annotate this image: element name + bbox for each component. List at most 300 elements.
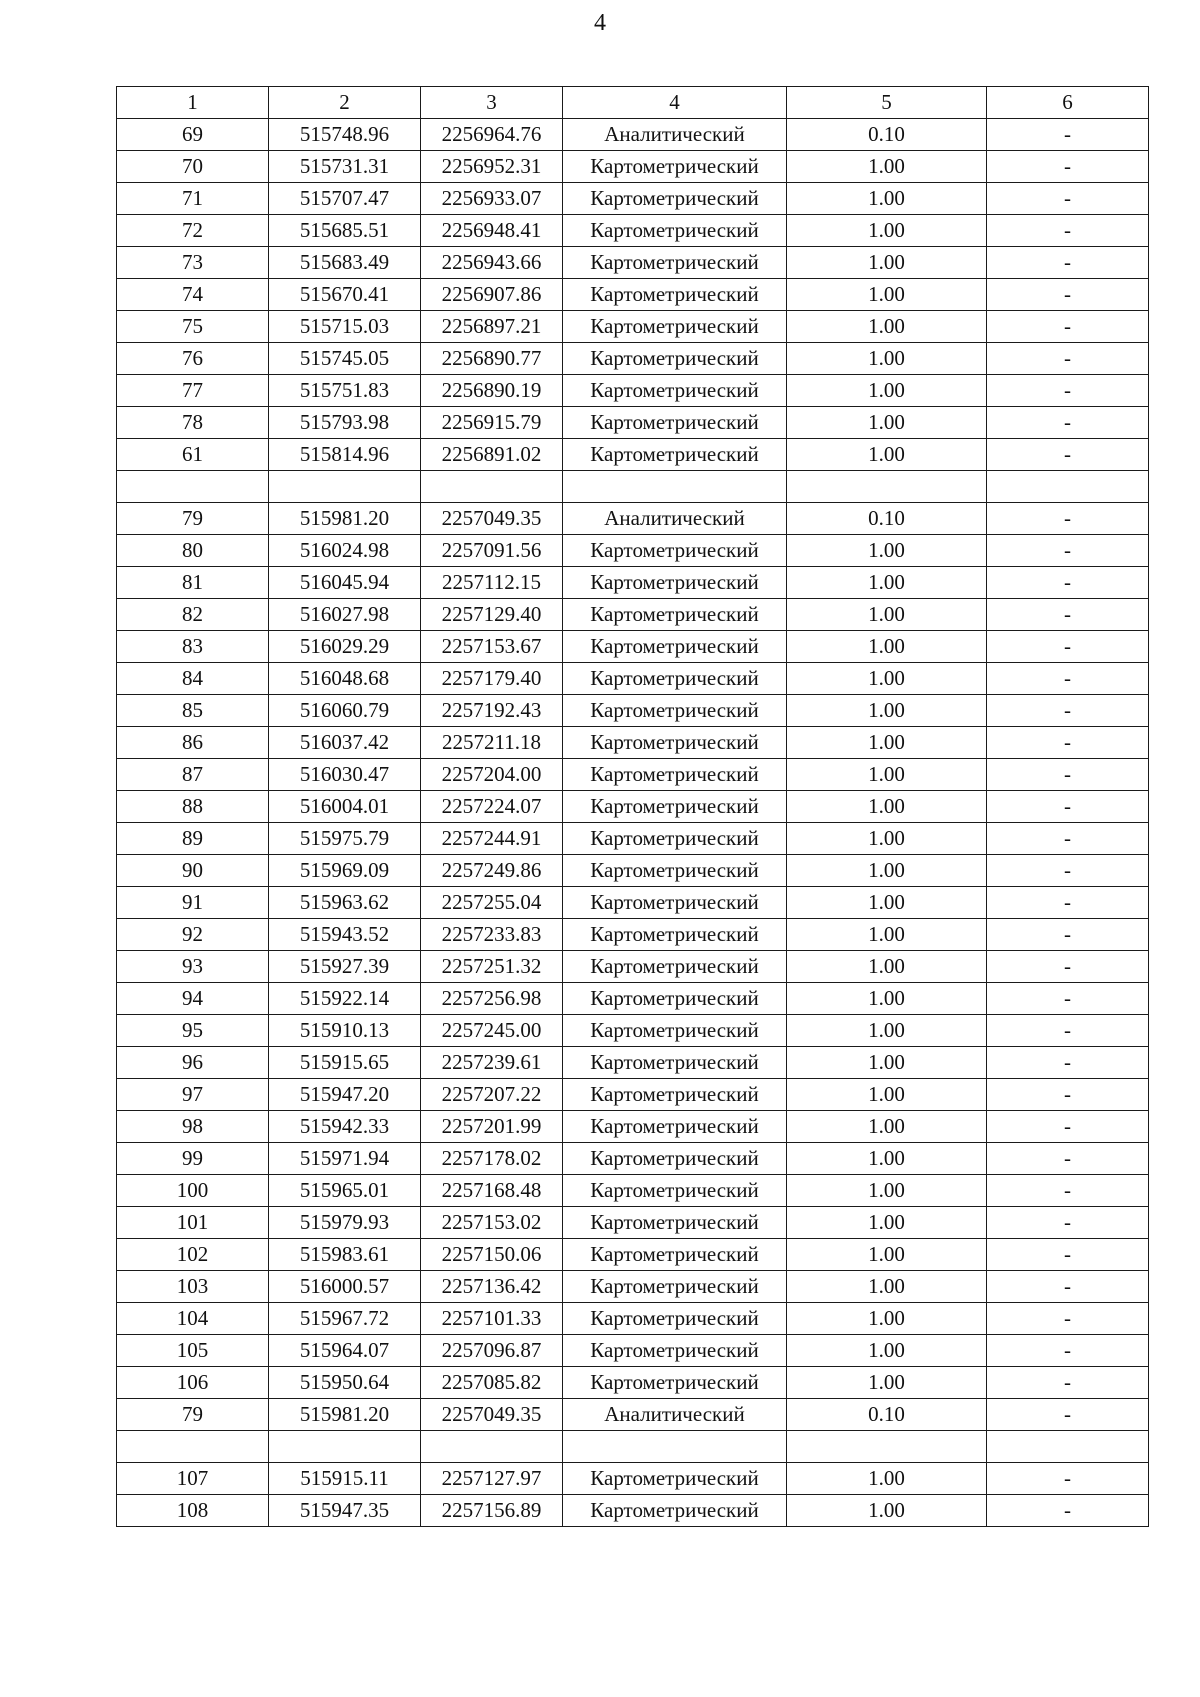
table-cell: 1.00 xyxy=(787,535,987,567)
table-cell: 101 xyxy=(117,1207,269,1239)
table-cell: 0.10 xyxy=(787,119,987,151)
table-cell: 69 xyxy=(117,119,269,151)
table-row xyxy=(117,887,1149,919)
table-cell: 87 xyxy=(117,759,269,791)
table-cell: - xyxy=(987,1047,1149,1079)
table-cell: Картометрический xyxy=(563,823,787,855)
table-cell: 2257192.43 xyxy=(421,695,563,727)
table-header-row xyxy=(117,87,1149,119)
table-cell: 2257178.02 xyxy=(421,1143,563,1175)
table-cell: 2257249.86 xyxy=(421,855,563,887)
table-row xyxy=(117,599,1149,631)
table-cell: 515731.31 xyxy=(269,151,421,183)
table-cell: 515942.33 xyxy=(269,1111,421,1143)
table-cell: Картометрический xyxy=(563,439,787,471)
table-cell: - xyxy=(987,951,1149,983)
table-cell: 515685.51 xyxy=(269,215,421,247)
column-header: 6 xyxy=(987,87,1149,119)
table-cell xyxy=(117,1431,269,1463)
table-cell: 1.00 xyxy=(787,695,987,727)
table-cell: - xyxy=(987,1399,1149,1431)
table-cell: 515793.98 xyxy=(269,407,421,439)
table-cell: 88 xyxy=(117,791,269,823)
table-cell: - xyxy=(987,1335,1149,1367)
table-cell: 1.00 xyxy=(787,151,987,183)
table-row xyxy=(117,535,1149,567)
table-cell: - xyxy=(987,343,1149,375)
table-cell: 2257255.04 xyxy=(421,887,563,919)
table-cell: - xyxy=(987,1495,1149,1527)
table-cell: - xyxy=(987,1143,1149,1175)
table-cell: Аналитический xyxy=(563,119,787,151)
table-cell: 2257244.91 xyxy=(421,823,563,855)
table-cell xyxy=(987,471,1149,503)
table-cell: 515943.52 xyxy=(269,919,421,951)
table-cell: 82 xyxy=(117,599,269,631)
table-cell: Картометрический xyxy=(563,343,787,375)
table-cell: 2257096.87 xyxy=(421,1335,563,1367)
table-cell: 76 xyxy=(117,343,269,375)
table-cell: 515965.01 xyxy=(269,1175,421,1207)
table-cell: 515745.05 xyxy=(269,343,421,375)
page-number: 4 xyxy=(594,10,606,36)
table-cell: 2256890.19 xyxy=(421,375,563,407)
table-cell: - xyxy=(987,1303,1149,1335)
coordinates-table xyxy=(116,86,1149,1527)
table-row xyxy=(117,1367,1149,1399)
table-cell: 1.00 xyxy=(787,1463,987,1495)
table-cell: - xyxy=(987,1239,1149,1271)
table-cell: 2256952.31 xyxy=(421,151,563,183)
table-row xyxy=(117,631,1149,663)
table-row xyxy=(117,983,1149,1015)
table-cell: 72 xyxy=(117,215,269,247)
table-cell xyxy=(421,1431,563,1463)
table-cell: 516060.79 xyxy=(269,695,421,727)
table-cell: 79 xyxy=(117,1399,269,1431)
table-cell: - xyxy=(987,983,1149,1015)
table-row xyxy=(117,119,1149,151)
table-cell: - xyxy=(987,183,1149,215)
table-row xyxy=(117,279,1149,311)
table-cell: 94 xyxy=(117,983,269,1015)
table-cell xyxy=(563,471,787,503)
table-cell: 71 xyxy=(117,183,269,215)
table-cell: Картометрический xyxy=(563,1463,787,1495)
table-row xyxy=(117,1015,1149,1047)
table-cell: - xyxy=(987,567,1149,599)
table-cell xyxy=(117,471,269,503)
table-cell: 1.00 xyxy=(787,727,987,759)
table-cell: Картометрический xyxy=(563,535,787,567)
table-cell xyxy=(787,1431,987,1463)
table-cell: 86 xyxy=(117,727,269,759)
table-cell: 1.00 xyxy=(787,1495,987,1527)
table-cell: - xyxy=(987,1367,1149,1399)
table-cell: Картометрический xyxy=(563,1143,787,1175)
table-cell: 1.00 xyxy=(787,375,987,407)
table-cell: 516037.42 xyxy=(269,727,421,759)
table-cell: 2256907.86 xyxy=(421,279,563,311)
table-row xyxy=(117,1239,1149,1271)
table-row xyxy=(117,503,1149,535)
table-cell: - xyxy=(987,535,1149,567)
table-cell: 2257168.48 xyxy=(421,1175,563,1207)
table-cell: 2257127.97 xyxy=(421,1463,563,1495)
table-cell: 2256964.76 xyxy=(421,119,563,151)
table-cell: 1.00 xyxy=(787,1015,987,1047)
table-cell: 515979.93 xyxy=(269,1207,421,1239)
table-cell: Картометрический xyxy=(563,695,787,727)
table-cell: 515947.20 xyxy=(269,1079,421,1111)
table-row xyxy=(117,1463,1149,1495)
table-cell: 89 xyxy=(117,823,269,855)
table-cell: 1.00 xyxy=(787,631,987,663)
table-row xyxy=(117,407,1149,439)
table-cell: 1.00 xyxy=(787,1175,987,1207)
table-cell: - xyxy=(987,375,1149,407)
table-cell: 84 xyxy=(117,663,269,695)
table-cell: 1.00 xyxy=(787,1079,987,1111)
table-cell: 1.00 xyxy=(787,343,987,375)
table-cell: - xyxy=(987,1271,1149,1303)
table-cell: 93 xyxy=(117,951,269,983)
table-cell: 2257233.83 xyxy=(421,919,563,951)
table-cell: 1.00 xyxy=(787,439,987,471)
table-cell: 1.00 xyxy=(787,599,987,631)
table-cell: - xyxy=(987,247,1149,279)
table-cell xyxy=(269,471,421,503)
table-cell: - xyxy=(987,407,1149,439)
table-cell: 1.00 xyxy=(787,823,987,855)
table-row xyxy=(117,567,1149,599)
table-cell: 61 xyxy=(117,439,269,471)
table-cell: 515915.65 xyxy=(269,1047,421,1079)
table-cell: - xyxy=(987,1175,1149,1207)
table-cell: 78 xyxy=(117,407,269,439)
table-cell: Картометрический xyxy=(563,599,787,631)
table-row xyxy=(117,1079,1149,1111)
table-cell: 515963.62 xyxy=(269,887,421,919)
table-cell: Картометрический xyxy=(563,567,787,599)
table-cell: Картометрический xyxy=(563,727,787,759)
table-cell: 515975.79 xyxy=(269,823,421,855)
table-cell: Картометрический xyxy=(563,407,787,439)
table-cell: 102 xyxy=(117,1239,269,1271)
table-cell: 2257245.00 xyxy=(421,1015,563,1047)
table-cell: - xyxy=(987,279,1149,311)
table-cell: Картометрический xyxy=(563,1303,787,1335)
table-cell: 1.00 xyxy=(787,279,987,311)
table-cell: - xyxy=(987,439,1149,471)
table-cell: 106 xyxy=(117,1367,269,1399)
table-body xyxy=(117,119,1149,1527)
table-cell: Картометрический xyxy=(563,919,787,951)
table-cell: 2257136.42 xyxy=(421,1271,563,1303)
table-cell: - xyxy=(987,855,1149,887)
table-cell: 1.00 xyxy=(787,247,987,279)
table-cell: 515910.13 xyxy=(269,1015,421,1047)
table-row xyxy=(117,343,1149,375)
table-cell: Картометрический xyxy=(563,1271,787,1303)
table-cell: 1.00 xyxy=(787,1239,987,1271)
table-row xyxy=(117,855,1149,887)
table-cell: 2257049.35 xyxy=(421,503,563,535)
table-row xyxy=(117,1047,1149,1079)
table-cell xyxy=(787,471,987,503)
table-cell: 2257091.56 xyxy=(421,535,563,567)
table-cell: 515967.72 xyxy=(269,1303,421,1335)
table-cell: - xyxy=(987,759,1149,791)
table-cell: 1.00 xyxy=(787,919,987,951)
table-cell: - xyxy=(987,1079,1149,1111)
table-cell: 1.00 xyxy=(787,215,987,247)
table-cell: 2257207.22 xyxy=(421,1079,563,1111)
table-cell: 516027.98 xyxy=(269,599,421,631)
table-cell: 515715.03 xyxy=(269,311,421,343)
table-cell: 1.00 xyxy=(787,1335,987,1367)
table-cell: 2257201.99 xyxy=(421,1111,563,1143)
table-cell: Картометрический xyxy=(563,1175,787,1207)
table-cell: 73 xyxy=(117,247,269,279)
table-cell: 515670.41 xyxy=(269,279,421,311)
table-cell: Картометрический xyxy=(563,1015,787,1047)
table-cell: - xyxy=(987,119,1149,151)
table-cell: Картометрический xyxy=(563,1047,787,1079)
table-cell: 1.00 xyxy=(787,1271,987,1303)
table-cell: 99 xyxy=(117,1143,269,1175)
table-row xyxy=(117,663,1149,695)
table-cell: 1.00 xyxy=(787,951,987,983)
table-cell: Картометрический xyxy=(563,183,787,215)
table-cell: Картометрический xyxy=(563,279,787,311)
table-cell: Картометрический xyxy=(563,151,787,183)
table-cell: 92 xyxy=(117,919,269,951)
table-cell: Картометрический xyxy=(563,951,787,983)
table-cell: Картометрический xyxy=(563,791,787,823)
table-cell: 91 xyxy=(117,887,269,919)
table-cell: 516045.94 xyxy=(269,567,421,599)
table-cell: 1.00 xyxy=(787,887,987,919)
table-cell: Картометрический xyxy=(563,855,787,887)
table-cell: 1.00 xyxy=(787,183,987,215)
table-cell: 515922.14 xyxy=(269,983,421,1015)
table-cell: 515964.07 xyxy=(269,1335,421,1367)
table-cell: - xyxy=(987,599,1149,631)
table-cell: 77 xyxy=(117,375,269,407)
table-cell: - xyxy=(987,823,1149,855)
table-cell: 1.00 xyxy=(787,1367,987,1399)
column-header: 1 xyxy=(117,87,269,119)
table-cell: 1.00 xyxy=(787,791,987,823)
table-cell: 2256891.02 xyxy=(421,439,563,471)
table-cell: 515983.61 xyxy=(269,1239,421,1271)
table-cell: 103 xyxy=(117,1271,269,1303)
table-cell: - xyxy=(987,727,1149,759)
table-cell: 515981.20 xyxy=(269,1399,421,1431)
table-cell: 107 xyxy=(117,1463,269,1495)
table-cell: 2257112.15 xyxy=(421,567,563,599)
table-row xyxy=(117,727,1149,759)
table-cell: 515947.35 xyxy=(269,1495,421,1527)
table-row xyxy=(117,1111,1149,1143)
table-cell: 81 xyxy=(117,567,269,599)
table-row xyxy=(117,1399,1149,1431)
table-cell: 1.00 xyxy=(787,1047,987,1079)
table-row xyxy=(117,919,1149,951)
table-cell: 1.00 xyxy=(787,855,987,887)
table-cell: Картометрический xyxy=(563,1079,787,1111)
table-cell: 515950.64 xyxy=(269,1367,421,1399)
table-cell: 1.00 xyxy=(787,663,987,695)
table-row xyxy=(117,1431,1149,1463)
table-row xyxy=(117,1271,1149,1303)
table-cell: - xyxy=(987,663,1149,695)
column-header: 4 xyxy=(563,87,787,119)
table-cell: 2257251.32 xyxy=(421,951,563,983)
table-row xyxy=(117,759,1149,791)
table-cell: 98 xyxy=(117,1111,269,1143)
table-cell: 1.00 xyxy=(787,1143,987,1175)
table-cell: 2256948.41 xyxy=(421,215,563,247)
table-cell: 515814.96 xyxy=(269,439,421,471)
table-cell: Картометрический xyxy=(563,1111,787,1143)
column-header: 2 xyxy=(269,87,421,119)
table-cell: Картометрический xyxy=(563,663,787,695)
table-row xyxy=(117,823,1149,855)
table-row xyxy=(117,471,1149,503)
table-cell: 2257156.89 xyxy=(421,1495,563,1527)
table-cell: Картометрический xyxy=(563,375,787,407)
table-cell: 515707.47 xyxy=(269,183,421,215)
table-cell: 2256890.77 xyxy=(421,343,563,375)
table-cell: 515981.20 xyxy=(269,503,421,535)
table-cell: - xyxy=(987,1111,1149,1143)
table-cell: 2257179.40 xyxy=(421,663,563,695)
table-cell: 515971.94 xyxy=(269,1143,421,1175)
table-cell: - xyxy=(987,311,1149,343)
table-row xyxy=(117,1143,1149,1175)
table-cell: 83 xyxy=(117,631,269,663)
table-cell: Аналитический xyxy=(563,503,787,535)
table-row xyxy=(117,183,1149,215)
table-cell: - xyxy=(987,151,1149,183)
table-cell: 2257224.07 xyxy=(421,791,563,823)
table-row xyxy=(117,311,1149,343)
table-cell: 2256933.07 xyxy=(421,183,563,215)
table-cell: 2257239.61 xyxy=(421,1047,563,1079)
table-cell: 2257211.18 xyxy=(421,727,563,759)
table-cell: 2256897.21 xyxy=(421,311,563,343)
table-cell: 1.00 xyxy=(787,983,987,1015)
table-cell: 516029.29 xyxy=(269,631,421,663)
table-cell: Картометрический xyxy=(563,1239,787,1271)
table-cell: 1.00 xyxy=(787,407,987,439)
table-row xyxy=(117,439,1149,471)
table-cell: Картометрический xyxy=(563,247,787,279)
table-row xyxy=(117,951,1149,983)
table-cell: 1.00 xyxy=(787,567,987,599)
table-cell: Картометрический xyxy=(563,1367,787,1399)
table-cell: Картометрический xyxy=(563,759,787,791)
table-cell xyxy=(563,1431,787,1463)
table-row xyxy=(117,375,1149,407)
table-cell: 1.00 xyxy=(787,1111,987,1143)
table-cell: 515915.11 xyxy=(269,1463,421,1495)
table-cell: Картометрический xyxy=(563,1335,787,1367)
table-cell: Картометрический xyxy=(563,887,787,919)
table-cell: 515748.96 xyxy=(269,119,421,151)
table-cell: 2257256.98 xyxy=(421,983,563,1015)
table-cell: Картометрический xyxy=(563,215,787,247)
table-cell: Аналитический xyxy=(563,1399,787,1431)
table-cell: 79 xyxy=(117,503,269,535)
table-cell: 2257049.35 xyxy=(421,1399,563,1431)
table-row xyxy=(117,791,1149,823)
table-cell: 1.00 xyxy=(787,311,987,343)
table-cell: 97 xyxy=(117,1079,269,1111)
table-cell: 516048.68 xyxy=(269,663,421,695)
table-cell: 515683.49 xyxy=(269,247,421,279)
table-cell: 108 xyxy=(117,1495,269,1527)
column-header: 5 xyxy=(787,87,987,119)
table-cell: 90 xyxy=(117,855,269,887)
table-cell: 515927.39 xyxy=(269,951,421,983)
table-row xyxy=(117,215,1149,247)
table-cell: 1.00 xyxy=(787,1207,987,1239)
table-cell: - xyxy=(987,919,1149,951)
table-cell: 516000.57 xyxy=(269,1271,421,1303)
table-cell: - xyxy=(987,1207,1149,1239)
table-cell: 2257153.02 xyxy=(421,1207,563,1239)
table-cell: 2257085.82 xyxy=(421,1367,563,1399)
table-row xyxy=(117,1207,1149,1239)
table-cell: - xyxy=(987,631,1149,663)
table-cell: 100 xyxy=(117,1175,269,1207)
table-cell: 75 xyxy=(117,311,269,343)
table-row xyxy=(117,695,1149,727)
table-cell: 516030.47 xyxy=(269,759,421,791)
table-cell xyxy=(421,471,563,503)
table-cell: 1.00 xyxy=(787,759,987,791)
table-cell: 0.10 xyxy=(787,1399,987,1431)
table-cell: 2257204.00 xyxy=(421,759,563,791)
table-cell: 515969.09 xyxy=(269,855,421,887)
table-cell: 2256915.79 xyxy=(421,407,563,439)
table-cell: - xyxy=(987,791,1149,823)
table-cell: 0.10 xyxy=(787,503,987,535)
table-cell: - xyxy=(987,887,1149,919)
column-header: 3 xyxy=(421,87,563,119)
table-cell: 2257150.06 xyxy=(421,1239,563,1271)
table-cell: Картометрический xyxy=(563,1207,787,1239)
table-cell: - xyxy=(987,503,1149,535)
table-cell: 105 xyxy=(117,1335,269,1367)
table-row xyxy=(117,151,1149,183)
table-cell: - xyxy=(987,695,1149,727)
table-cell: 85 xyxy=(117,695,269,727)
table-cell: - xyxy=(987,215,1149,247)
table-row xyxy=(117,1495,1149,1527)
table-cell: 2256943.66 xyxy=(421,247,563,279)
table-cell: 80 xyxy=(117,535,269,567)
table-cell xyxy=(269,1431,421,1463)
table-cell: 516004.01 xyxy=(269,791,421,823)
table-cell: Картометрический xyxy=(563,983,787,1015)
table-cell: Картометрический xyxy=(563,1495,787,1527)
table-row xyxy=(117,247,1149,279)
table-cell: - xyxy=(987,1463,1149,1495)
